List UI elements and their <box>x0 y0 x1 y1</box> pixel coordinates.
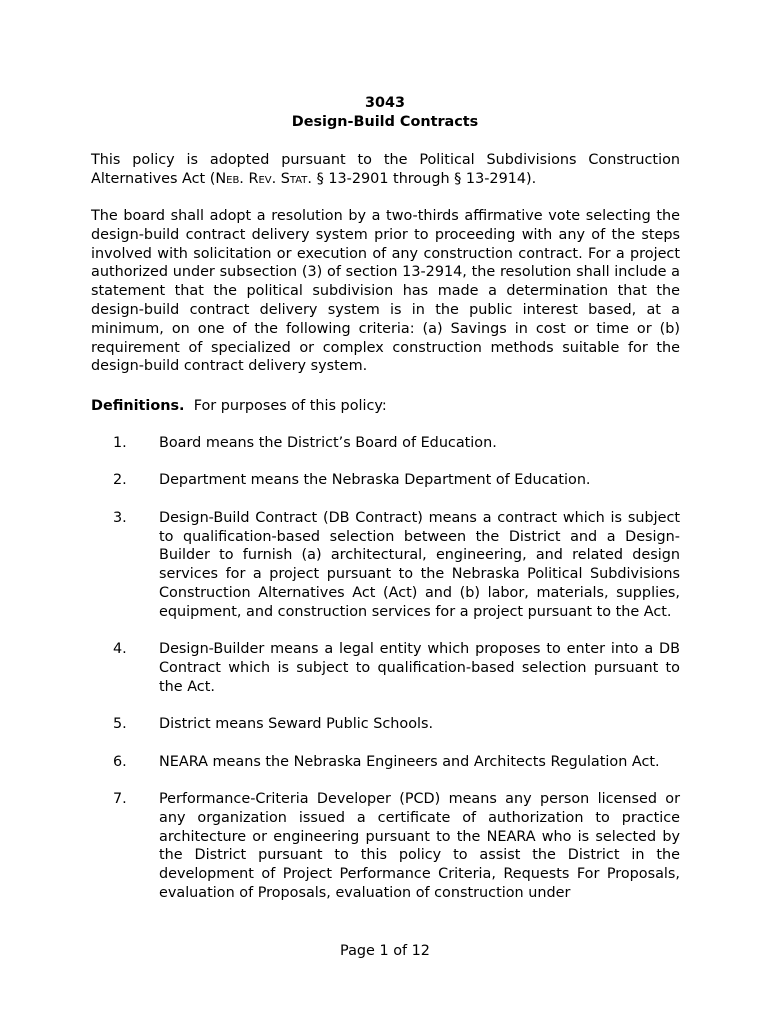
list-item-number: 6. <box>113 753 127 770</box>
list-item-text: Department means the Nebraska Department of Education. <box>159 472 591 489</box>
list-item-text: Design-Build Contract (DB Contract) means a contract which is subject to qualification-based selection between the District and a Design-Builder to furnish (a) architectural, engineering, and related design services for a project pursuant to the Nebraska Political Subdivisions Construction Alternatives Act (Act) and (b) labor, materials, supplies, equipment, and construction services for a project pursuant to the Act. <box>159 509 680 620</box>
policy-number: 3043 <box>364 95 406 111</box>
intro-text-after: § 13-2901 through § 13-2914). <box>312 170 537 187</box>
citation-stat: Stat. <box>280 170 312 187</box>
list-item-number: 2. <box>113 472 127 489</box>
list-item <box>91 790 680 903</box>
page-title: Design-Build Contracts <box>291 114 479 130</box>
list-item-text: District means Seward Public Schools. <box>159 716 434 733</box>
definitions-heading <box>91 397 680 416</box>
citation-neb: Neb. <box>215 170 244 187</box>
list-item-number: 1. <box>113 435 127 451</box>
list-item <box>91 753 680 772</box>
definitions-intro: For purposes of this policy: <box>193 398 387 414</box>
citation-rev: Rev. <box>248 170 277 187</box>
list-item-text: Performance-Criteria Developer (PCD) means any person licensed or any organization issued a certificate of authorization to practice architecture or engineering pursuant to the NEARA who is selected by the District pursuant to this policy to assist the District in the development of Project Performance Criteria, Requests For Proposals, evaluation of Proposals, evaluation of construction under <box>159 790 680 901</box>
list-item-text: Design-Builder means a legal entity which proposes to enter into a DB Contract which is subject to qualification-based selection pursuant to the Act. <box>159 641 680 695</box>
resolution-paragraph: The board shall adopt a resolution by a two-thirds affirmative vote selecting the design-build contract delivery system prior to proceeding with any of the steps involved with solicitation or execution of any construction contract. For a project authorized under subsection (3) of section 13-2914, the resolution shall include a statement that the political subdivision has made a determination that the design-build contract delivery system is in the public interest based, at a minimum, on one of the following criteria: (a) Savings in cost or time or (b) requirement of specialized or complex construction methods suitable for the design-build contract delivery system. <box>91 208 680 375</box>
definitions-label: Definitions. <box>91 398 185 414</box>
intro-text-before: This policy is adopted pursuant to the Political Subdivisions Construction Alternatives Act ( <box>91 152 680 187</box>
list-item-number: 4. <box>113 641 127 658</box>
definitions-list <box>91 434 680 921</box>
intro-paragraph <box>91 151 680 189</box>
list-item-text: Board means the District’s Board of Education. <box>159 435 497 451</box>
page-number: Page 1 of 12 <box>340 943 430 959</box>
list-item <box>91 640 680 696</box>
list-item <box>91 715 680 734</box>
list-item <box>91 509 680 622</box>
list-item-number: 7. <box>113 790 127 807</box>
list-item-number: 5. <box>113 716 127 733</box>
list-item-number: 3. <box>113 509 127 526</box>
list-item <box>91 471 680 490</box>
list-item-text: NEARA means the Nebraska Engineers and Architects Regulation Act. <box>159 753 660 770</box>
list-item <box>91 434 680 453</box>
